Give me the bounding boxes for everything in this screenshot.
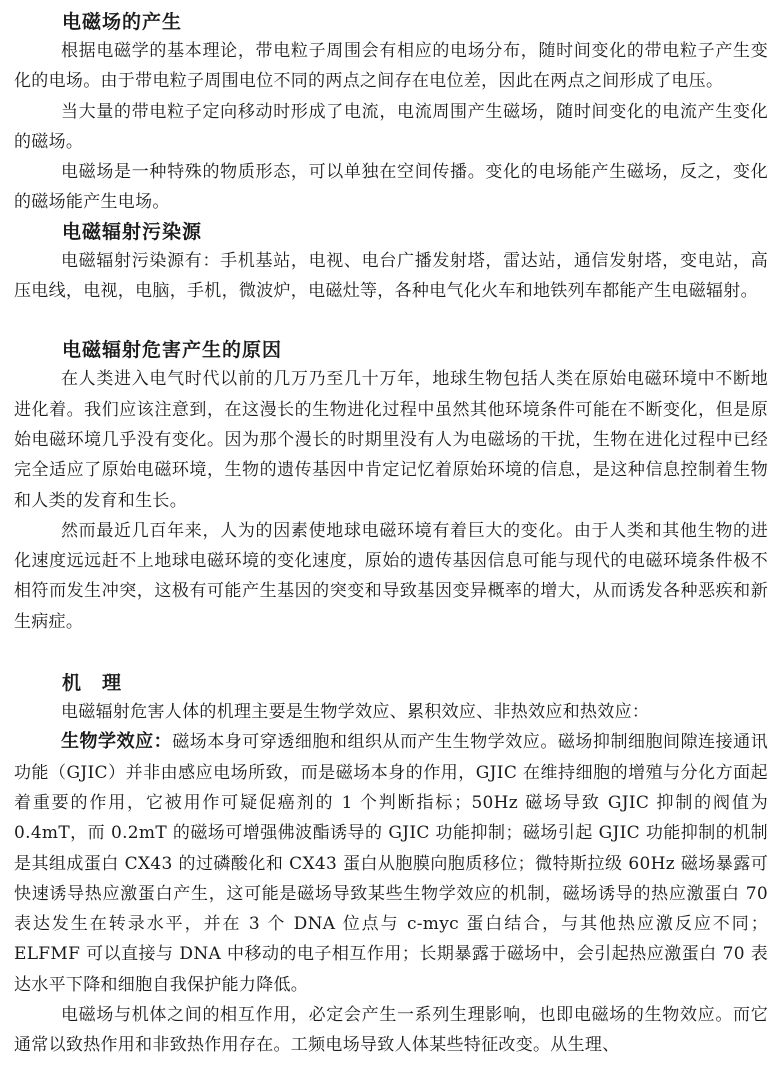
section-title-em-field-generation: 电磁场的产生 <box>62 11 183 33</box>
paragraph-biological-effect <box>14 727 768 1000</box>
section-spacer <box>14 306 768 336</box>
section-title-mechanism: 机 理 <box>62 672 123 695</box>
paragraph: 根据电磁学的基本理论，带电粒子周围会有相应的电场分布，随时间变化的带电粒子产生变化的电场。由于带电粒子周围电位不同的两点之间存在电位差，因此在两点之间形成了电压。 <box>14 41 768 92</box>
bold-lead-term: 生物学效应： <box>61 731 173 753</box>
paragraph: 当大量的带电粒子定向移动时形成了电流，电流周围产生磁场，随时间变化的电流产生变化的磁场。 <box>14 101 768 152</box>
paragraph-body: 磁场本身可穿透细胞和组织从而产生生物学效应。磁场抑制细胞间隙连接通讯功能（GJIC）并非由感应电场所致，而是磁场本身的作用，GJIC 在维持细胞的增殖与分化方面起着重要的作用，它被用作可疑促癌剂的 1 个判断指标；50Hz 磁场导致 GJIC 抑制的阀值为 0.4mT，而 0.2mT 的磁场可增强佛波酯诱导的 GJIC 功能抑制；磁场引起 GJIC 功能抑制的机制是其组成蛋白 CX43 的过磷酸化和 CX43 蛋白从胞膜向胞质移位；微特斯拉级 60Hz 磁场暴露可快速诱导热应激蛋白产生，这可能是磁场导致某些生物学效应的机制，磁场诱导的热应激蛋白 70 表达发生在转录水平，并在 3 个 DNA 位点与 c-myc 蛋白结合，与其他热应激反应不同；ELFMF 可以直接与 DNA 中移动的电子相互作用；长期暴露于磁场中，会引起热应激蛋白 70 表达水平下降和细胞自我保护能力降低。 <box>14 732 768 995</box>
section-spacer <box>14 637 768 669</box>
paragraph: 在人类进入电气时代以前的几万乃至几十万年，地球生物包括人类在原始电磁环境中不断地进化着。我们应该注意到，在这漫长的生物进化过程中虽然其他环境条件可能在不断变化，但是原始电磁环境几乎没有变化。因为那个漫长的时期里没有人为电磁场的干扰，生物在进化过程中已经完全适应了原始电磁环境，生物的遗传基因中肯定记忆着原始环境的信息，是这种信息控制着生物和人类的发育和生长。 <box>14 369 768 511</box>
paragraph: 然而最近几百年来，人为的因素使地球电磁环境有着巨大的变化。由于人类和其他生物的进化速度远远赶不上地球电磁环境的变化速度，原始的遗传基因信息可能与现代的电磁环境条件极不相符而发生冲突，这极有可能产生基因的突变和导致基因变异概率的增大，从而诱发各种恶疾和新生病症。 <box>14 520 768 632</box>
section-title-pollution-sources: 电磁辐射污染源 <box>62 220 203 243</box>
paragraph: 电磁场与机体之间的相互作用，必定会产生一系列生理影响，也即电磁场的生物效应。而它通常以致热作用和非致热作用存在。工频电场导致人体某些特征改变。从生理、 <box>14 1005 768 1056</box>
paragraph: 电磁场是一种特殊的物质形态，可以单独在空间传播。变化的电场能产生磁场，反之，变化的磁场能产生电场。 <box>14 162 768 213</box>
document-page <box>14 8 768 1061</box>
section-title-hazard-causes: 电磁辐射危害产生的原因 <box>62 339 283 362</box>
paragraph: 电磁辐射危害人体的机理主要是生物学效应、累积效应、非热效应和热效应： <box>61 702 650 723</box>
paragraph: 电磁辐射污染源有：手机基站，电视、电台广播发射塔，雷达站，通信发射塔，变电站，高压电线，电视，电脑，手机，微波炉，电磁灶等，各种电气化火车和地铁列车都能产生电磁辐射。 <box>14 250 768 302</box>
